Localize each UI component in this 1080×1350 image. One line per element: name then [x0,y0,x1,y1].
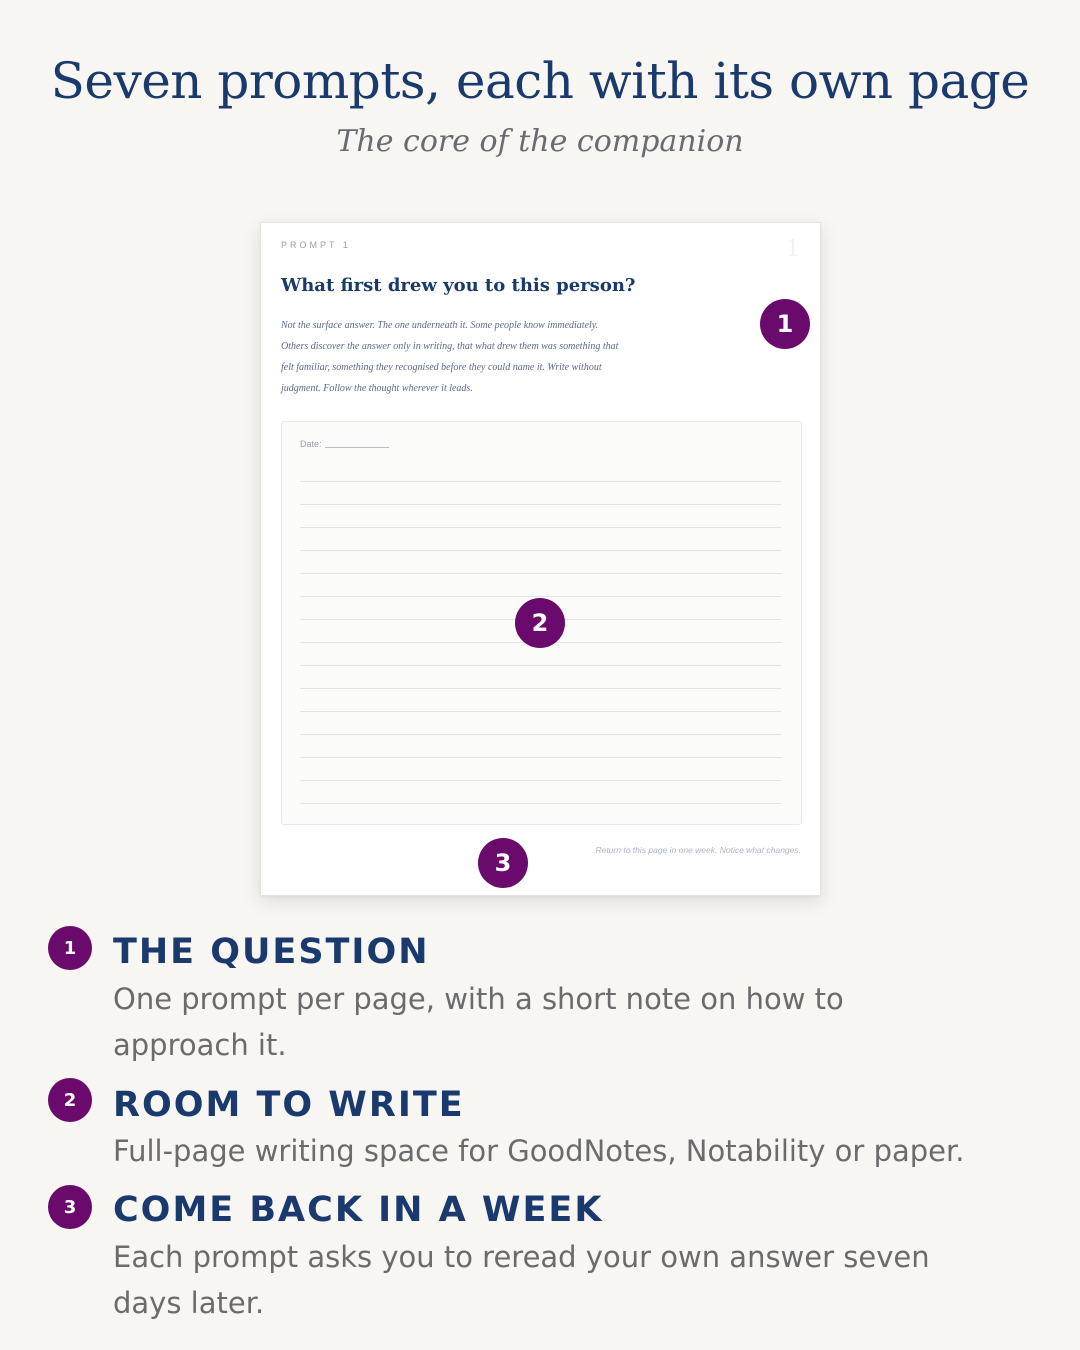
writing-rule-line [300,481,782,482]
feature-number-badge: 2 [48,1078,92,1122]
return-note: Return to this page in one week. Notice what changes. [595,845,801,855]
date-label: Date: [300,439,322,449]
prompt-question: What first drew you to this person? [281,275,636,296]
date-field[interactable] [300,439,389,449]
writing-rule-line [300,803,782,804]
feature-title: ROOM TO WRITE [113,1085,465,1125]
writing-rule-line [300,596,782,597]
prompt-note-line: judgment. Follow the thought wherever it leads. [281,383,473,394]
feature-description-line: Full-page writing space for GoodNotes, Notability or paper. [113,1134,965,1168]
prompt-note-line: Others discover the answer only in writing, that what drew them was something that [281,341,619,352]
feature-description [113,1128,1013,1174]
writing-rule-line [300,573,782,574]
feature-number-badge: 3 [48,1185,92,1229]
feature-description-line: approach it. [113,1028,287,1062]
page-title: Seven prompts, each with its own page [50,52,1030,110]
feature-description [113,1234,1013,1326]
prompt-note-line: felt familiar, something they recognised before they could name it. Write without [281,362,602,373]
writing-rule-line [300,734,782,735]
prompt-note [281,315,661,399]
writing-rule-line [300,780,782,781]
writing-rule-line [300,665,782,666]
callout-badge-1: 1 [760,299,810,349]
journal-page-preview [260,222,821,896]
feature-number-badge: 1 [48,926,92,970]
prompt-note-line: Not the surface answer. The one underneath it. Some people know immediately. [281,320,599,331]
writing-rule-line [300,550,782,551]
date-blank-line [325,447,389,448]
feature-description [113,976,1013,1068]
writing-rule-line [300,688,782,689]
callout-badge-2: 2 [515,598,565,648]
prompt-label: PROMPT 1 [281,240,351,250]
callout-badge-3: 3 [478,838,528,888]
writing-rule-line [300,711,782,712]
writing-rule-line [300,757,782,758]
feature-title: COME BACK IN A WEEK [113,1190,604,1230]
feature-description-line: One prompt per page, with a short note on how to [113,982,844,1016]
page-number: 1 [786,237,800,262]
feature-description-line: Each prompt asks you to reread your own answer seven [113,1240,930,1274]
feature-title: THE QUESTION [113,932,430,972]
feature-description-line: days later. [113,1286,265,1320]
writing-rule-line [300,527,782,528]
writing-rule-line [300,504,782,505]
page-subtitle: The core of the companion [336,124,744,159]
